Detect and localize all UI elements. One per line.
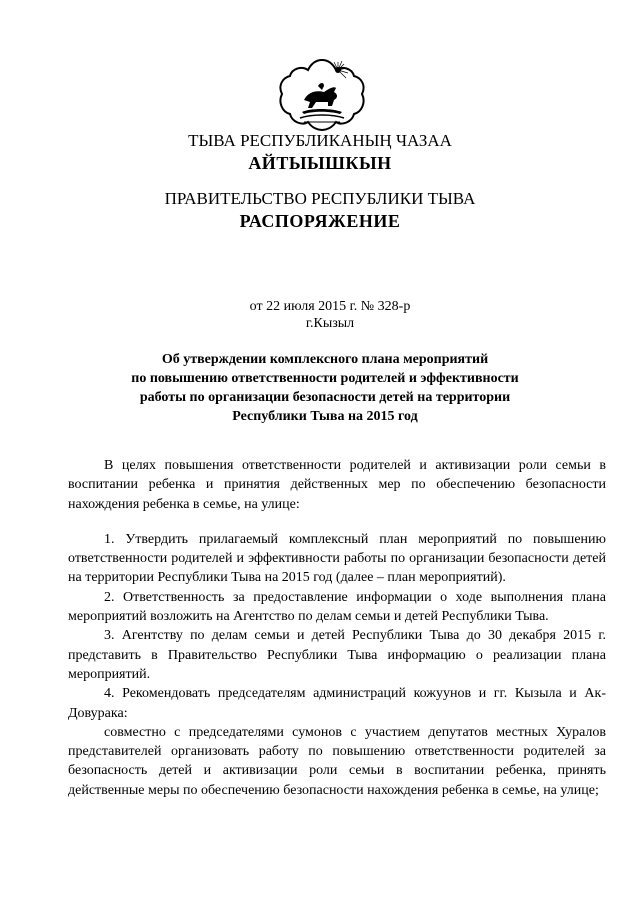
title-line: Об утверждении комплексного плана мероприятий [161,352,489,367]
document-city: г.Кызыл [305,316,355,331]
coat-of-arms-emblem [276,56,368,132]
title-line: по повышению ответственности родителей и эффективности [131,371,519,386]
document-body [68,456,606,800]
body-item-1: 1. Утвердить прилагаемый комплексный план мероприятий по повышению ответственности родителей и эффективности работы по организации безопасности детей на территории Республики Тыва на 2015 год (далее – план мероприятий). [68,531,606,586]
header-tyva-title: ТЫВА РЕСПУБЛИКАНЫҢ ЧАЗАА [188,131,452,150]
title-line: Республики Тыва на 2015 год [232,409,418,424]
header-tyva-doc-type: АЙТЫЫШКЫН [248,153,392,173]
document-date-number: от 22 июля 2015 г. № 328-р [249,299,411,314]
preamble-paragraph: В целях повышения ответственности родителей и активизации роли семьи в воспитании ребенка и принятия действенных мер по обеспечению безопасности нахождения ребенка в семье, на улице: [68,458,606,512]
body-item-3: 3. Агентству по делам семьи и детей Республики Тыва до 30 декабря 2015 г. представить в Правительство Республики Тыва информацию о реализации плана мероприятий. [68,628,606,682]
title-line: работы по организации безопасности детей на территории [139,390,511,405]
body-item-4: 4. Рекомендовать председателям администраций кожуунов и гг. Кызыла и Ак-Довурака: [68,686,606,721]
body-item-4-subitem: совместно с председателями сумонов с участием депутатов местных Хуралов представителей организовать работу по повышению ответственности родителей за безопасность детей и активизации роли семьи в воспитании ребенка, принять действенные меры по обеспечению безопасности нахождения ребенка в семье, на улице; [68,724,606,798]
document-title [95,350,555,426]
header-russian-doc-type: РАСПОРЯЖЕНИЕ [239,211,401,231]
header-russian-title: ПРАВИТЕЛЬСТВО РЕСПУБЛИКИ ТЫВА [164,189,476,208]
body-item-2: 2. Ответственность за предоставление информации о ходе выполнения плана мероприятий возложить на Агентство по делам семьи и детей Республики Тыва. [68,589,606,625]
